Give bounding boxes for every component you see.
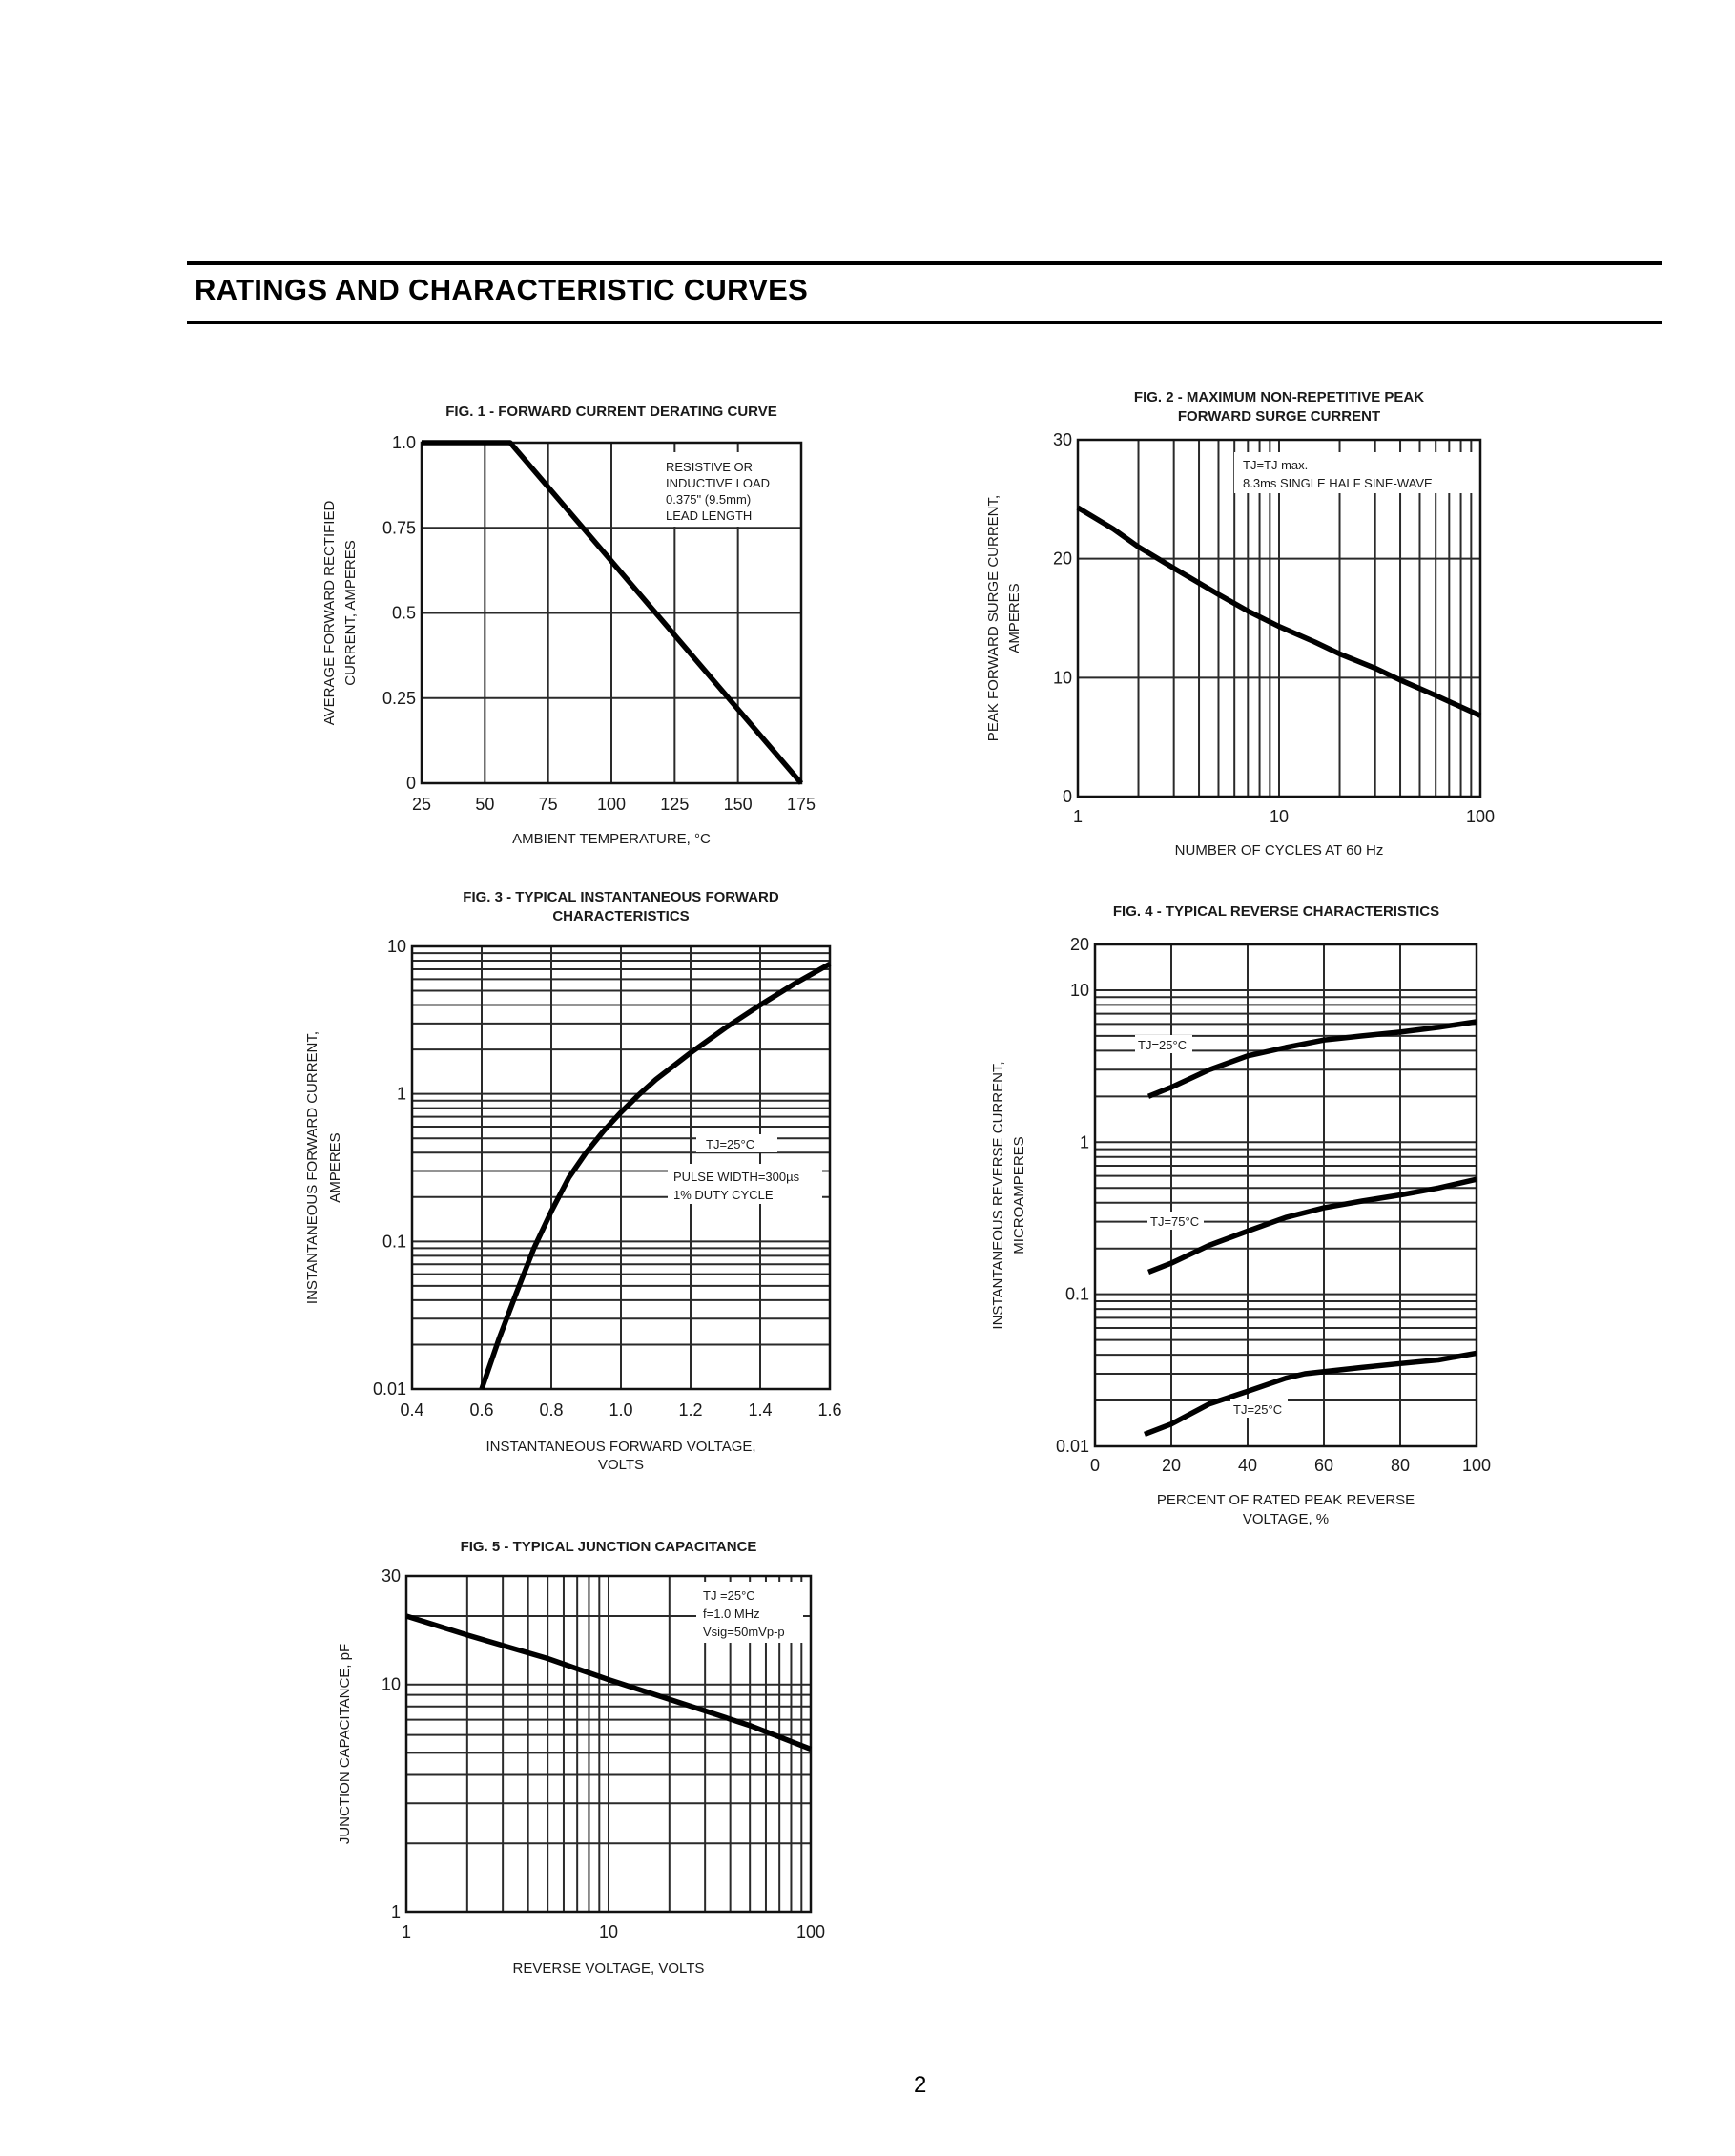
page-number: 2 — [914, 2072, 927, 2098]
figure-3 — [304, 889, 842, 1473]
y-tick-label: 1 — [1079, 1132, 1089, 1152]
y-axis-label: JUNCTION CAPACITANCE, pF — [336, 1643, 353, 1845]
annotation-text: Vsig=50mVp-p — [703, 1625, 785, 1639]
x-tick-label: 25 — [411, 795, 432, 814]
y-tick-label: 30 — [381, 1566, 401, 1586]
y-tick-label: 10 — [1069, 980, 1089, 1000]
y-tick-label: 1 — [396, 1084, 406, 1104]
y-tick-label: 1 — [390, 1902, 401, 1921]
y-tick-label: 0.5 — [391, 603, 416, 623]
y-axis-label: AMPERES — [326, 1132, 343, 1203]
x-tick-label: 50 — [475, 795, 495, 814]
annotation-text: TJ =25°C — [703, 1588, 755, 1603]
annotation-text: RESISTIVE OR — [666, 460, 754, 474]
x-tick-label: 60 — [1313, 1456, 1334, 1475]
figure-title: FORWARD SURGE CURRENT — [1177, 408, 1381, 425]
y-axis-label: AVERAGE FORWARD RECTIFIED — [320, 500, 338, 726]
series-line-1 — [1148, 1022, 1477, 1096]
y-tick-label: 30 — [1052, 430, 1072, 449]
y-tick-label: 0 — [405, 774, 416, 793]
figure-title: FIG. 5 - TYPICAL JUNCTION CAPACITANCE — [460, 1539, 757, 1555]
page-heading: RATINGS AND CHARACTERISTIC CURVES — [195, 273, 809, 306]
y-axis-label: PEAK FORWARD SURGE CURRENT, — [984, 494, 1002, 742]
x-axis-label: AMBIENT TEMPERATURE, °C — [512, 831, 711, 847]
x-tick-label: 40 — [1237, 1456, 1258, 1475]
y-tick-label: 10 — [1052, 668, 1072, 688]
y-tick-label: 10 — [386, 937, 406, 956]
y-tick-label: 1.0 — [391, 433, 416, 452]
y-axis-label: AMPERES — [1005, 583, 1022, 653]
y-axis-label: INSTANTANEOUS FORWARD CURRENT, — [303, 1030, 320, 1305]
y-tick-label: 10 — [381, 1674, 401, 1694]
series-line-3 — [1145, 1353, 1477, 1434]
y-axis-label: MICROAMPERES — [1010, 1136, 1027, 1254]
x-tick-label: 0.4 — [400, 1400, 424, 1420]
x-tick-label: 0.6 — [469, 1400, 494, 1420]
x-tick-label: 20 — [1161, 1456, 1182, 1475]
x-axis-label: VOLTS — [597, 1457, 645, 1473]
y-tick-label: 0.75 — [382, 518, 416, 538]
annotation-text: LEAD LENGTH — [666, 508, 753, 523]
x-axis-label: REVERSE VOLTAGE, VOLTS — [512, 1960, 705, 1977]
x-tick-label: 1.2 — [678, 1400, 703, 1420]
annotation-text: 0.375" (9.5mm) — [666, 492, 752, 507]
x-tick-label: 10 — [598, 1922, 619, 1941]
x-tick-label: 100 — [596, 795, 627, 814]
figure-title: CHARACTERISTICS — [552, 908, 690, 924]
x-tick-label: 1.4 — [748, 1400, 773, 1420]
figure-2 — [985, 389, 1495, 859]
annotation-text: TJ=25°C — [706, 1137, 755, 1151]
annotation-text: f=1.0 MHz — [703, 1607, 760, 1621]
x-tick-label: 1.0 — [609, 1400, 633, 1420]
y-tick-label: 0.01 — [1055, 1437, 1089, 1456]
x-tick-label: 1 — [401, 1922, 412, 1941]
x-axis-label: NUMBER OF CYCLES AT 60 Hz — [1174, 842, 1384, 859]
x-tick-label: 150 — [723, 795, 753, 814]
figure-5 — [337, 1539, 825, 1977]
figure-title: FIG. 1 - FORWARD CURRENT DERATING CURVE — [445, 404, 777, 420]
x-axis-label: INSTANTANEOUS FORWARD VOLTAGE, — [485, 1439, 756, 1455]
figure-title: FIG. 4 - TYPICAL REVERSE CHARACTERISTICS — [1112, 903, 1440, 920]
x-tick-label: 0.8 — [539, 1400, 564, 1420]
annotation-text: TJ=TJ max. — [1243, 458, 1309, 472]
x-tick-label: 100 — [1465, 807, 1496, 826]
y-axis-label: CURRENT, AMPERES — [341, 540, 359, 686]
annotation-text: TJ=75°C — [1150, 1214, 1200, 1229]
annotation-text: INDUCTIVE LOAD — [666, 476, 771, 490]
y-tick-label: 0 — [1062, 787, 1072, 806]
figure-title: FIG. 3 - TYPICAL INSTANTANEOUS FORWARD — [463, 889, 779, 905]
y-tick-label: 0.1 — [382, 1232, 406, 1252]
x-tick-label: 1 — [1072, 807, 1084, 826]
figure-title: FIG. 2 - MAXIMUM NON-REPETITIVE PEAK — [1133, 389, 1425, 405]
x-tick-label: 1.6 — [817, 1400, 842, 1420]
y-tick-label: 20 — [1052, 549, 1072, 569]
annotation-text: 1% DUTY CYCLE — [673, 1188, 774, 1202]
x-axis-label: PERCENT OF RATED PEAK REVERSE — [1156, 1492, 1415, 1508]
x-tick-label: 175 — [786, 795, 816, 814]
x-tick-label: 100 — [1461, 1456, 1492, 1475]
x-tick-label: 125 — [660, 795, 690, 814]
plot-frame — [1095, 944, 1477, 1446]
annotation-text: TJ=25°C — [1138, 1038, 1188, 1052]
x-tick-label: 0 — [1089, 1456, 1101, 1475]
x-axis-label: VOLTAGE, % — [1242, 1511, 1330, 1527]
annotation-text: TJ=25°C — [1233, 1402, 1283, 1417]
annotation-text: PULSE WIDTH=300µs — [673, 1170, 800, 1184]
y-tick-label: 20 — [1069, 935, 1089, 954]
x-tick-label: 100 — [795, 1922, 826, 1941]
figure-4 — [990, 903, 1491, 1527]
y-tick-label: 0.25 — [382, 688, 416, 708]
x-tick-label: 75 — [538, 795, 558, 814]
x-tick-label: 10 — [1269, 807, 1290, 826]
x-tick-label: 80 — [1390, 1456, 1411, 1475]
y-tick-label: 0.1 — [1064, 1284, 1089, 1304]
y-tick-label: 0.01 — [372, 1379, 406, 1399]
y-axis-label: INSTANTANEOUS REVERSE CURRENT, — [989, 1061, 1006, 1330]
figure-1 — [321, 404, 816, 847]
annotation-text: 8.3ms SINGLE HALF SINE-WAVE — [1243, 476, 1433, 490]
